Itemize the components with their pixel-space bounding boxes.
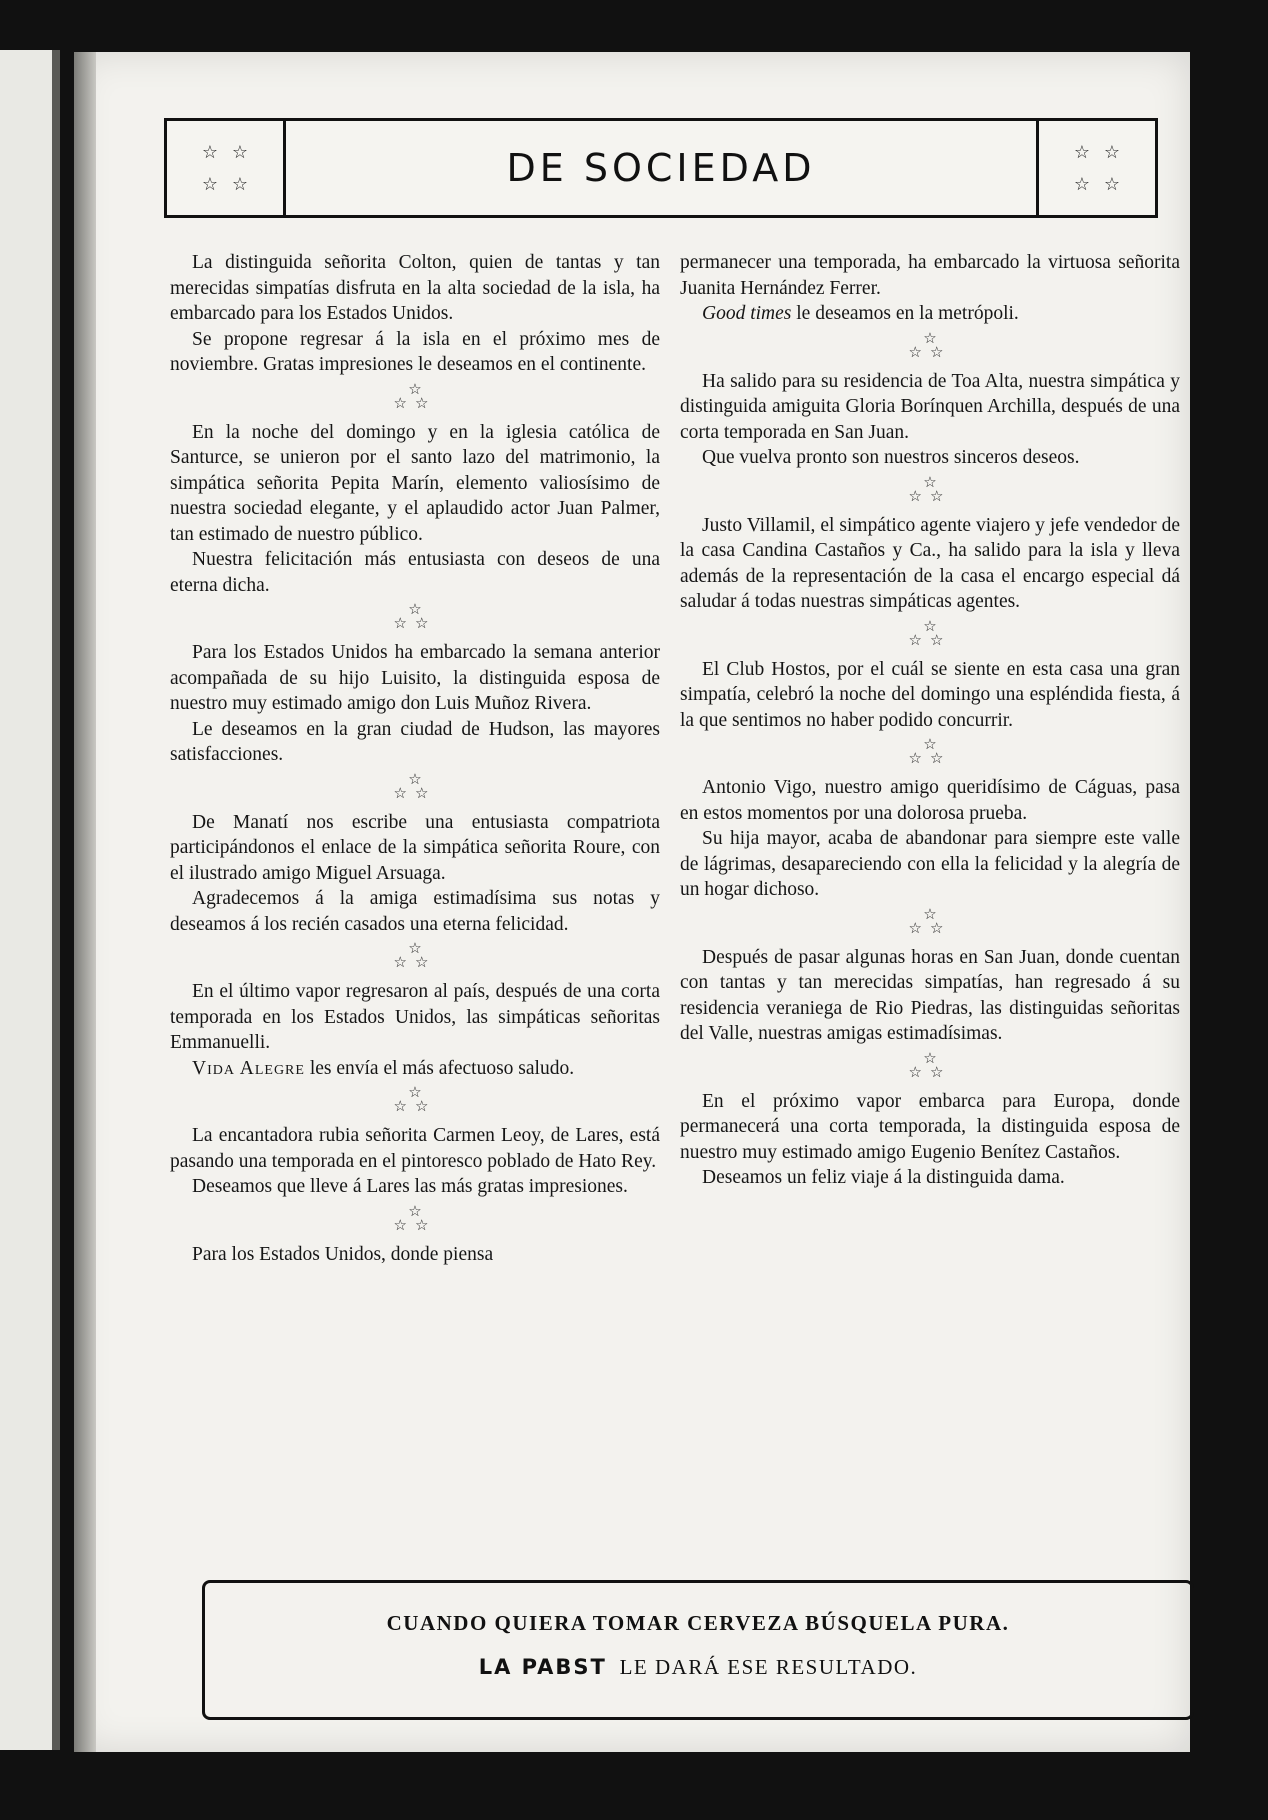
star-icon: ☆: [923, 1048, 937, 1067]
star-icon-pair: ☆☆: [393, 953, 437, 971]
star-icon: ☆: [1103, 142, 1121, 163]
paragraph-text: En el próximo vapor embarca para Europa, donde permanecerá una corta temporada, la distinguida esposa de nuestro muy estimado amigo Eugenio Benítez Castaños.: [680, 1090, 1180, 1163]
left-column: [170, 250, 660, 1267]
star-icon-pair: ☆☆: [908, 486, 952, 505]
right-column: [680, 250, 1180, 1191]
paragraph: [170, 547, 660, 598]
star-separator: [170, 941, 660, 969]
star-icon: ☆: [231, 174, 249, 195]
paragraph: [170, 886, 660, 937]
star-icon: ☆: [408, 939, 422, 957]
star-separator: [170, 379, 660, 412]
paragraph: [170, 1242, 660, 1268]
paragraph: [680, 657, 1180, 734]
paragraph: [680, 775, 1180, 826]
star-separator: [680, 328, 1180, 361]
paragraph-text: les envía el más afectuoso saludo.: [304, 1057, 575, 1079]
star-separator: [170, 1085, 660, 1113]
star-icon: ☆: [201, 174, 219, 195]
header-ornament-right: [1036, 121, 1155, 215]
paragraph: [680, 369, 1180, 446]
paragraph: [680, 250, 1180, 301]
star-separator: [170, 769, 660, 802]
page-binding: [74, 52, 96, 1752]
star-icon: ☆: [408, 600, 422, 618]
star-separator: [680, 904, 1180, 937]
star-icon-pair: ☆☆: [908, 749, 952, 767]
star-separator: [680, 472, 1180, 505]
paragraph: [170, 250, 660, 327]
star-icon-pair: ☆☆: [908, 1062, 952, 1081]
star-icon: ☆: [923, 735, 937, 753]
paragraph-text: Ha salido para su residencia de Toa Alta, nuestra simpática y distinguida amiguita Gloria Borínquen Archilla, después de una corta temporada en San Juan.: [680, 370, 1180, 443]
paragraph: [680, 301, 1180, 327]
paragraph-text: Su hija mayor, acaba de abandonar para siempre este valle de lágrimas, desapareciendo con ella la felicidad y la alegría de un hogar dichoso.: [680, 828, 1180, 900]
star-icon: ☆: [231, 142, 249, 163]
italic-phrase: Good times: [702, 303, 792, 324]
ad-brand: LA PABST: [478, 1655, 607, 1679]
paragraph: [680, 445, 1180, 471]
star-icon: ☆: [408, 1201, 422, 1220]
paragraph: [680, 945, 1180, 1047]
paragraph-text: De Manatí nos escribe una entusiasta compatriota participándonos el enlace de la simpática señorita Roure, con el ilustrado amigo Miguel Arsuaga.: [170, 811, 660, 884]
paragraph-text: permanecer una temporada, ha embarcado la virtuosa señorita Juanita Hernández Ferrer.: [680, 252, 1180, 299]
header-ornament-left: [167, 121, 286, 215]
paragraph: [170, 717, 660, 768]
star-icon: ☆: [1073, 174, 1091, 195]
star-icon: ☆: [408, 1083, 422, 1101]
star-icon-pair: ☆☆: [908, 918, 952, 937]
paragraph: [680, 1089, 1180, 1166]
advertisement-box: [202, 1580, 1194, 1720]
paragraph-text: Después de pasar algunas horas en San Juan, donde cuentan con tantas y tan merecidas simpatías, han regresado á su residencia veraniega de Rio Piedras, las distinguidas señoritas del Valle, nuestras amigas estimadísimas.: [680, 946, 1180, 1044]
paragraph-text: Le deseamos en la gran ciudad de Hudson, las mayores satisfacciones.: [170, 718, 660, 765]
star-icon: ☆: [1103, 174, 1121, 195]
paragraph: [680, 1165, 1180, 1191]
star-icon-pair: ☆☆: [908, 342, 952, 361]
section-title: DE SOCIEDAD: [506, 146, 816, 190]
paragraph: [170, 640, 660, 717]
star-icon: ☆: [1073, 142, 1091, 163]
paragraph-text: Justo Villamil, el simpático agente viajero y jefe vendedor de la casa Candina Castaños y Ca., ha salido para la isla y lleva además de la representación de la casa el encargo especial dá saludar á todas nuestras simpáticas agentes.: [680, 514, 1180, 612]
paragraph-text: La distinguida señorita Colton, quien de tantas y tan merecidas simpatías disfruta en la alta sociedad de la isla, ha embarcado para los Estados Unidos.: [170, 252, 660, 324]
paragraph-text: El Club Hostos, por el cuál se siente en esta casa una gran simpatía, celebró la noche del domingo una espléndida fiesta, á la que sentimos no haber podido concurrir.: [680, 658, 1180, 731]
facing-page-edge: [0, 50, 60, 1750]
star-separator: [170, 602, 660, 630]
star-icon: ☆: [923, 904, 937, 923]
star-icon: ☆: [923, 328, 937, 347]
star-icon-pair: ☆☆: [393, 614, 437, 632]
paragraph: [170, 1056, 660, 1082]
star-icon-pair: ☆☆: [393, 393, 437, 412]
paragraph-text: En la noche del domingo y en la iglesia católica de Santurce, se unieron por el santo lazo del matrimonio, la simpática señorita Pepita Marín, elemento valiosísimo de nuestra sociedad elegante, y el aplaudido actor Juan Palmer, tan estimado de nuestro público.: [170, 421, 660, 545]
paragraph-text: Se propone regresar á la isla en el próximo mes de noviembre. Gratas impresiones le deseamos en el continente.: [170, 328, 660, 375]
star-icon: ☆: [408, 769, 422, 788]
paragraph: [170, 1174, 660, 1200]
star-icon: ☆: [201, 142, 219, 163]
paragraph: [170, 810, 660, 887]
paragraph-text: Deseamos que lleve á Lares las más gratas impresiones.: [192, 1176, 628, 1197]
paragraph-text: En el último vapor regresaron al país, después de una corta temporada en los Estados Unidos, las simpáticas señoritas Emmanuelli.: [170, 981, 660, 1053]
paragraph: [170, 979, 660, 1056]
star-icon-pair: ☆☆: [393, 1215, 437, 1234]
ad-tagline: [205, 1655, 1191, 1680]
star-separator: [680, 616, 1180, 649]
star-separator: [680, 737, 1180, 765]
star-icon: ☆: [923, 616, 937, 635]
star-icon-pair: ☆☆: [393, 783, 437, 802]
star-separator: [170, 1201, 660, 1234]
magazine-name: Vida Alegre: [192, 1057, 305, 1079]
ad-tagline-text: LE DARÁ ESE RESULTADO.: [619, 1655, 918, 1679]
star-icon: ☆: [408, 379, 422, 398]
star-icon: ☆: [923, 472, 937, 491]
paragraph-text: Antonio Vigo, nuestro amigo queridísimo de Cáguas, pasa en estos momentos por una dolorosa prueba.: [680, 777, 1180, 824]
ad-headline: CUANDO QUIERA TOMAR CERVEZA BÚSQUELA PURA.: [386, 1611, 1010, 1635]
star-icon-pair: ☆☆: [393, 1097, 437, 1115]
paragraph-text: La encantadora rubia señorita Carmen Leoy, de Lares, está pasando una temporada en el pintoresco poblado de Hato Rey.: [170, 1125, 660, 1172]
paragraph-text: Que vuelva pronto son nuestros sinceros deseos.: [702, 447, 1080, 468]
paragraph-text: Nuestra felicitación más entusiasta con deseos de una eterna dicha.: [170, 549, 660, 596]
paragraph: [170, 420, 660, 548]
paragraph-text: Para los Estados Unidos ha embarcado la semana anterior acompañada de su hijo Luisito, la distinguida esposa de nuestro muy estimado amigo don Luis Muñoz Rivera.: [170, 642, 660, 714]
paragraph-text: Para los Estados Unidos, donde piensa: [192, 1243, 494, 1265]
paragraph: [680, 826, 1180, 903]
star-icon-pair: ☆☆: [908, 630, 952, 649]
paragraph: [680, 513, 1180, 615]
paragraph-text: le deseamos en la metrópoli.: [791, 303, 1019, 324]
paragraph-text: Deseamos un feliz viaje á la distinguida dama.: [702, 1167, 1065, 1188]
section-header: [164, 118, 1158, 218]
paragraph: [170, 327, 660, 378]
paragraph-text: Agradecemos á la amiga estimadísima sus notas y deseamos á los recién casados una eterna felicidad.: [170, 888, 660, 935]
star-separator: [680, 1048, 1180, 1081]
paragraph: [170, 1123, 660, 1174]
